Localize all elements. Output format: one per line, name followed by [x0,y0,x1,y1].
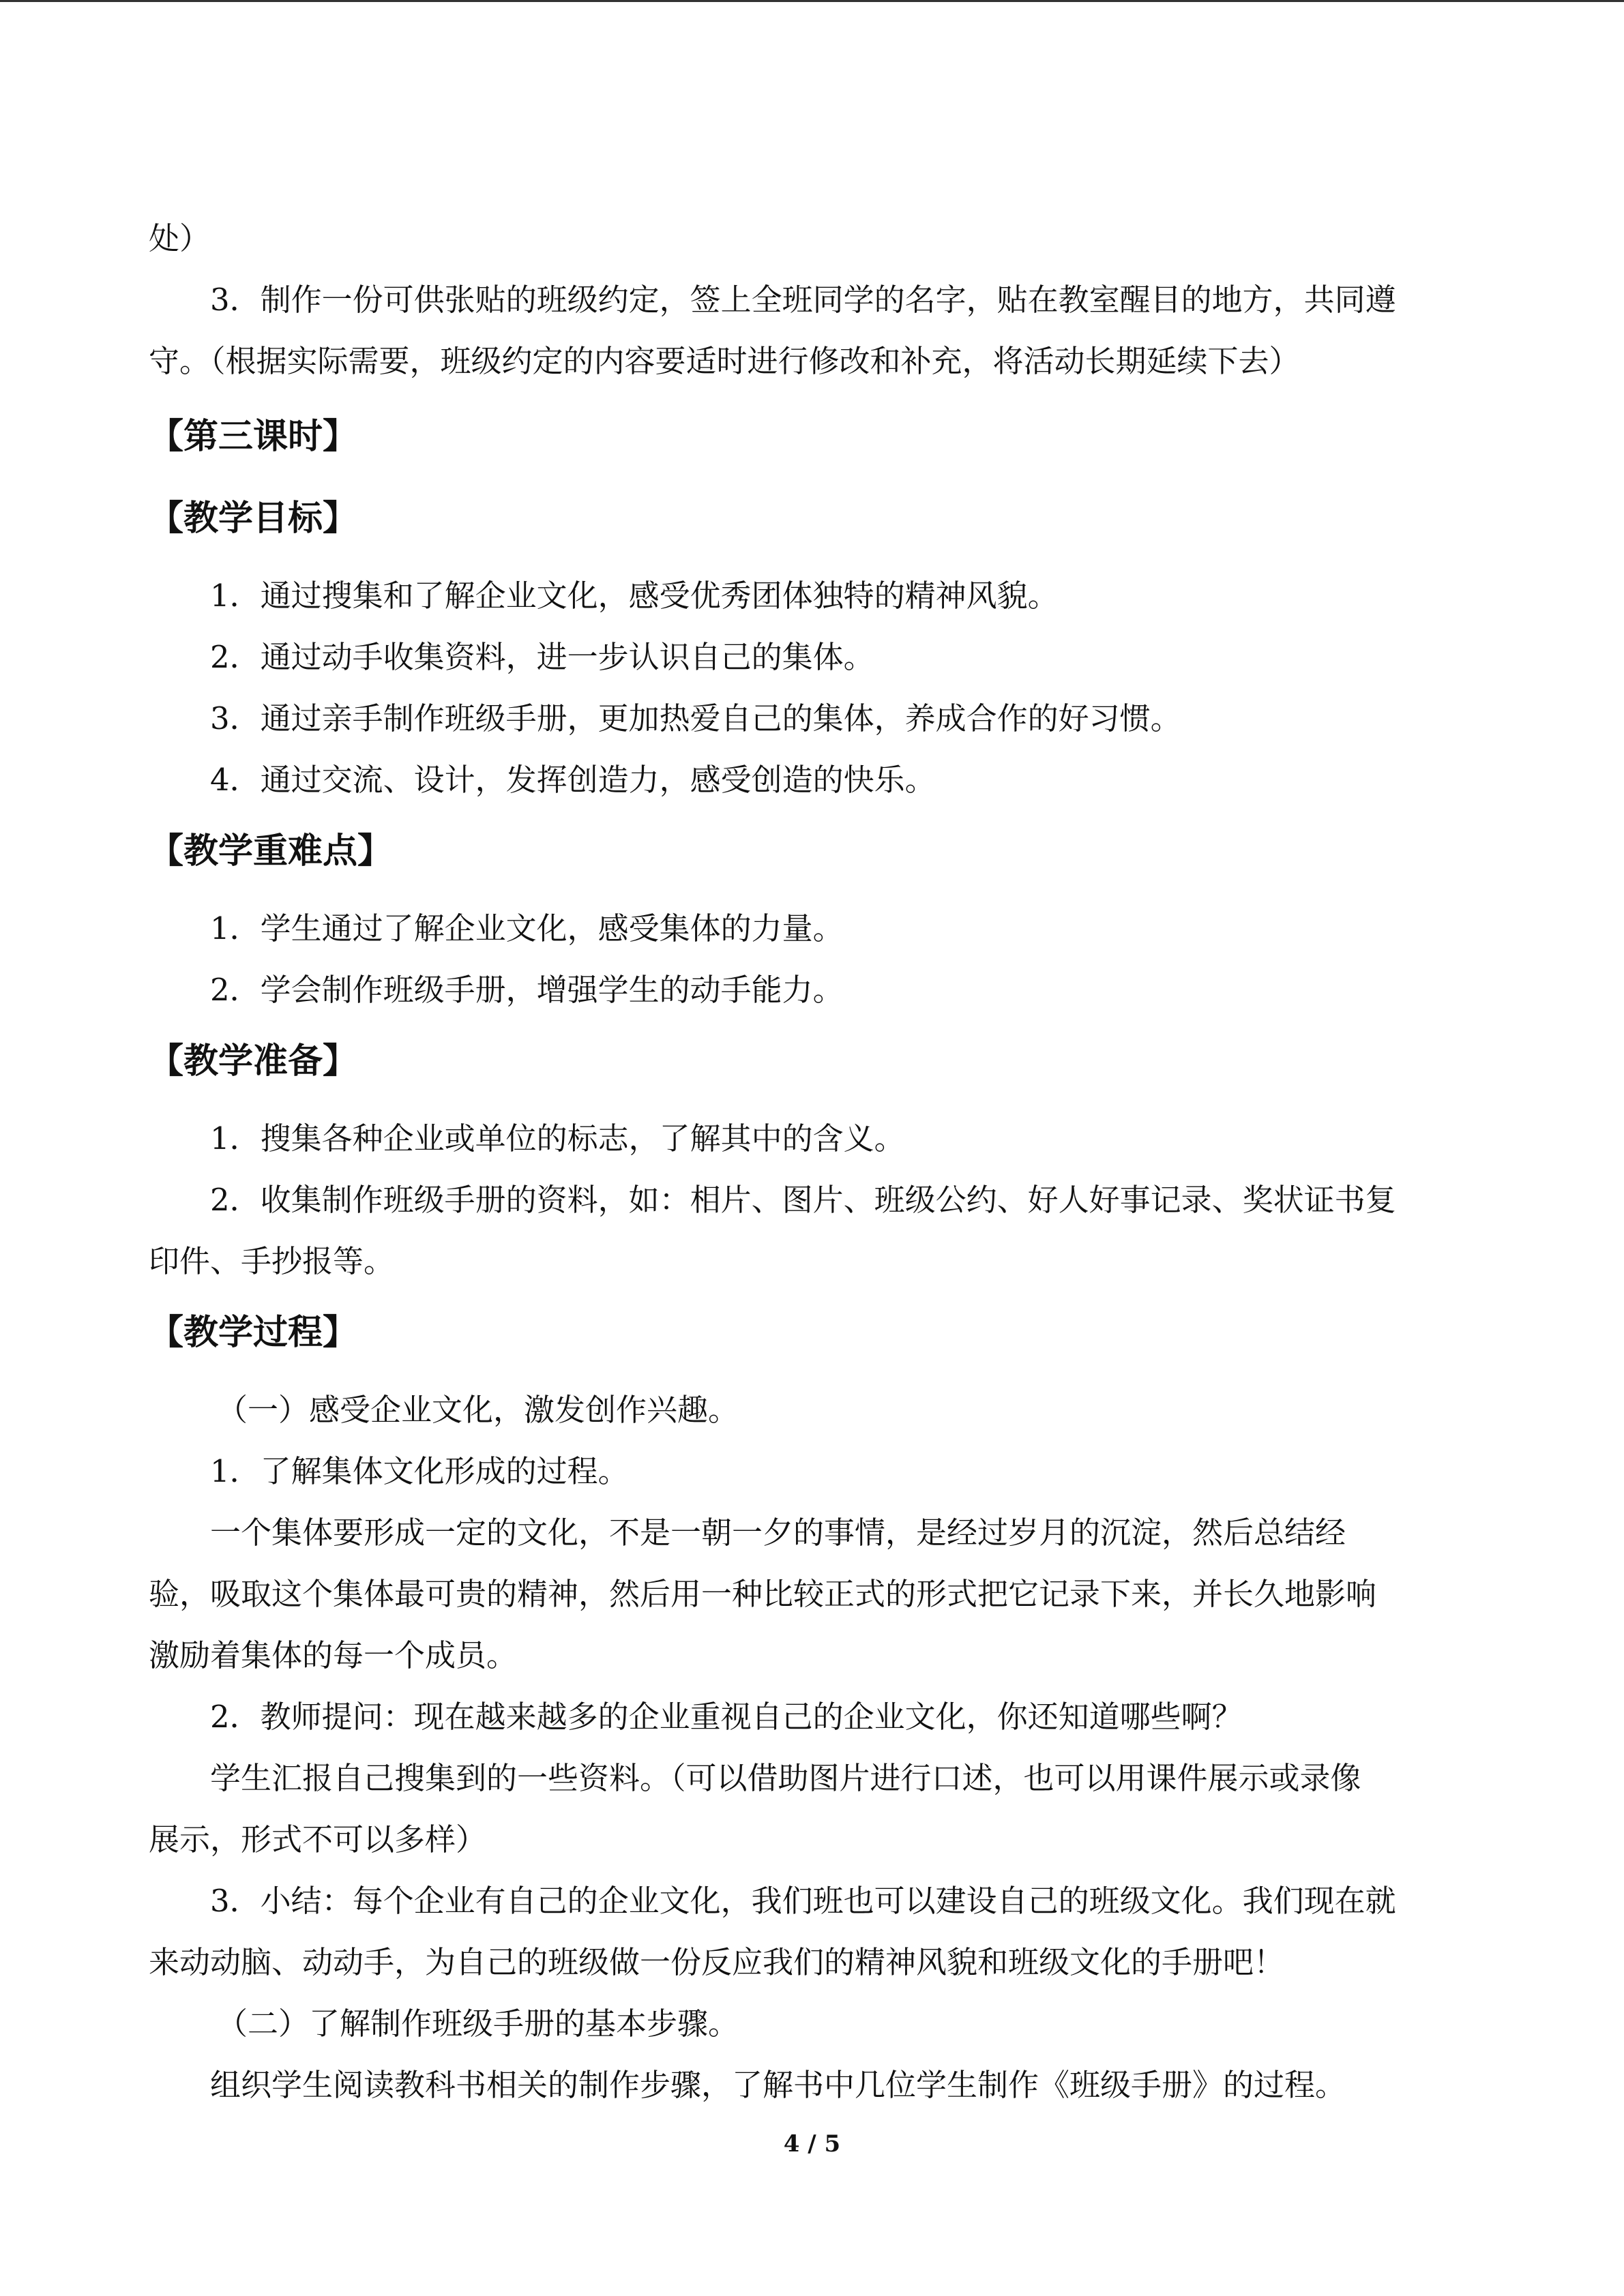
process-step: 3．小结：每个企业有自己的企业文化，我们班也可以建设自己的班级文化。我们现在就 [210,1883,1396,1919]
paragraph-line: 来动动脑、动动手，为自己的班级做一份反应我们的精神风貌和班级文化的手册吧！ [149,1944,1285,1980]
section-heading-process: 【教学过程】 [149,1313,358,1353]
preparation-item: 2．收集制作班级手册的资料，如：相片、图片、班级公约、好人好事记录、奖状证书复 [210,1182,1396,1218]
paragraph-line: 组织学生阅读教科书相关的制作步骤，了解书中几位学生制作《班级手册》的过程。 [210,2067,1346,2103]
paragraph-line: 验，吸取这个集体最可贵的精神，然后用一种比较正式的形式把它记录下来，并长久地影响 [149,1576,1377,1612]
paragraph-line: 一个集体要形成一定的文化，不是一朝一夕的事情，是经过岁月的沉淀，然后总结经 [210,1515,1346,1551]
preparation-item: 1．搜集各种企业或单位的标志，了解其中的含义。 [210,1120,905,1157]
section-heading-key-points: 【教学重难点】 [149,831,393,871]
key-point-item: 1．学生通过了解企业文化，感受集体的力量。 [210,910,844,946]
process-step: 1．了解集体文化形成的过程。 [210,1453,629,1489]
paragraph-line: 展示，形式不可以多样） [149,1821,487,1858]
objective-item: 1．通过搜集和了解企业文化，感受优秀团体独特的精神风貌。 [210,578,1059,614]
document-body [149,208,1479,2116]
objective-item: 4．通过交流、设计，发挥创造力，感受创造的快乐。 [210,762,936,798]
section-heading-preparation: 【教学准备】 [149,1041,358,1082]
objective-item: 2．通过动手收集资料，进一步认识自己的集体。 [210,639,874,675]
key-point-item: 2．学会制作班级手册，增强学生的动手能力。 [210,972,844,1008]
paragraph-line: 处） [149,220,211,256]
objective-item: 3．通过亲手制作班级手册，更加热爱自己的集体，养成合作的好习惯。 [210,700,1181,736]
section-heading-objectives: 【教学目标】 [149,498,358,539]
paragraph-line: 激励着集体的每一个成员。 [149,1637,518,1673]
process-subheading: （一）感受企业文化，激发创作兴趣。 [217,1392,739,1428]
process-subheading: （二）了解制作班级手册的基本步骤。 [217,2006,739,2042]
section-heading-lesson-three: 【第三课时】 [149,417,358,457]
preparation-item-continued: 印件、手抄报等。 [149,1243,395,1279]
page-number: 4 / 5 [783,2130,841,2158]
top-border-line [0,0,1624,2]
paragraph-line: 学生汇报自己搜集到的一些资料。（可以借助图片进行口述，也可以用课件展示或录像 [210,1760,1361,1796]
paragraph-line: 守。（根据实际需要，班级约定的内容要适时进行修改和补充，将活动长期延续下去） [149,343,1300,379]
process-step: 2．教师提问：现在越来越多的企业重视自己的企业文化，你还知道哪些啊？ [210,1699,1243,1735]
paragraph-line: 3．制作一份可供张贴的班级约定，签上全班同学的名字，贴在教室醒目的地方，共同遵 [210,282,1396,318]
